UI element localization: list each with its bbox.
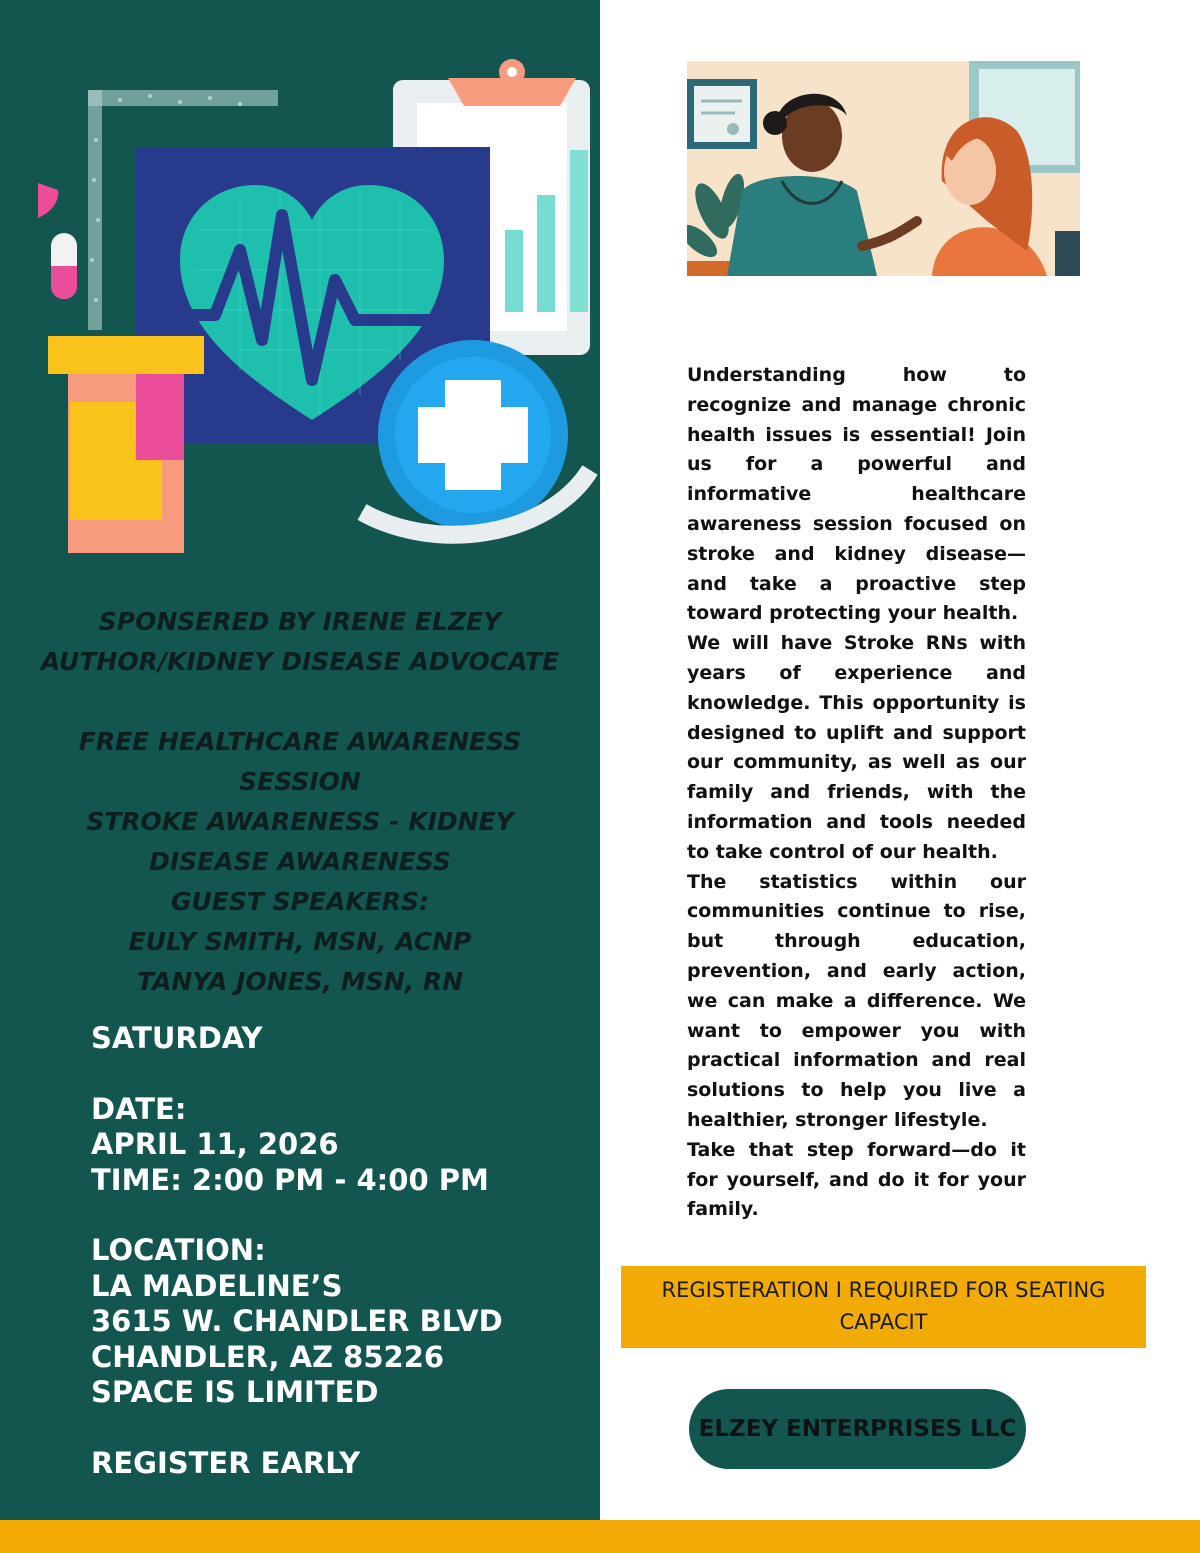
description-text bbox=[687, 361, 1026, 1225]
brand-name: ELZEY ENTERPRISES LLC bbox=[698, 1416, 1017, 1442]
speaker-line: EULY SMITH, MSN, ACNP bbox=[128, 927, 472, 956]
sponsor-line: SPONSERED BY IRENE ELZEY bbox=[98, 607, 502, 636]
description-paragraph: The statistics within our communities continue to rise, but through education, prevention, and early action, we can make a difference. We want to empower you with practical information and real solutions to help you live a healthier, stronger lifestyle. bbox=[687, 870, 1026, 1131]
notice-line: REGISTERATION I REQUIRED FOR SEATING bbox=[661, 1278, 1106, 1302]
venue-street: 3615 W. CHANDLER BLVD bbox=[91, 1304, 503, 1338]
session-line: FREE HEALTHCARE AWARENESS bbox=[78, 727, 522, 756]
sponsor-title-line: AUTHOR/KIDNEY DISEASE ADVOCATE bbox=[40, 647, 560, 676]
registration-notice bbox=[621, 1266, 1146, 1348]
capsule-icon bbox=[51, 233, 77, 299]
notice-line: CAPACIT bbox=[839, 1310, 928, 1334]
sponsor-block bbox=[0, 602, 600, 1002]
session-line: GUEST SPEAKERS: bbox=[170, 887, 430, 916]
event-time: TIME: 2:00 PM - 4:00 PM bbox=[91, 1162, 489, 1197]
nurse-patient-illustration bbox=[687, 61, 1080, 276]
session-line: DISEASE AWARENESS bbox=[149, 847, 451, 876]
description-paragraph: We will have Stroke RNs with years of experience and knowledge. This opportunity is designed to uplift and support our community, as well as our family and friends, with the information and tools needed to take control of our health. bbox=[687, 632, 1026, 863]
medical-illustration bbox=[0, 0, 600, 590]
description-paragraph: Understanding how to recognize and manage chronic health issues is essential! Join us for a powerful and informative healthcare awareness session focused on stroke and kidney disease—and take a proactive step toward protecting your health. bbox=[687, 364, 1026, 625]
event-details bbox=[91, 1021, 591, 1481]
pill-bottle-icon bbox=[48, 336, 204, 553]
event-date: APRIL 11, 2026 bbox=[91, 1127, 339, 1161]
pink-shape-decoration bbox=[38, 183, 58, 218]
venue-name: LA MADELINE’S bbox=[91, 1268, 343, 1303]
speaker-line: TANYA JONES, MSN, RN bbox=[136, 967, 464, 996]
bottom-accent-bar bbox=[0, 1520, 1200, 1553]
plus-circle-icon bbox=[378, 340, 568, 530]
location-label: LOCATION: bbox=[91, 1233, 266, 1267]
session-line: STROKE AWARENESS - KIDNEY bbox=[86, 807, 514, 836]
date-label: DATE: bbox=[91, 1091, 187, 1126]
register-note: REGISTER EARLY bbox=[91, 1445, 361, 1480]
description-paragraph: Take that step forward—do it for yourself, and do it for your family. bbox=[687, 1138, 1026, 1221]
session-line: SESSION bbox=[239, 767, 361, 796]
brand-badge bbox=[689, 1389, 1026, 1469]
event-day: SATURDAY bbox=[91, 1021, 263, 1055]
space-note: SPACE IS LIMITED bbox=[91, 1375, 379, 1409]
venue-city: CHANDLER, AZ 85226 bbox=[91, 1339, 445, 1374]
